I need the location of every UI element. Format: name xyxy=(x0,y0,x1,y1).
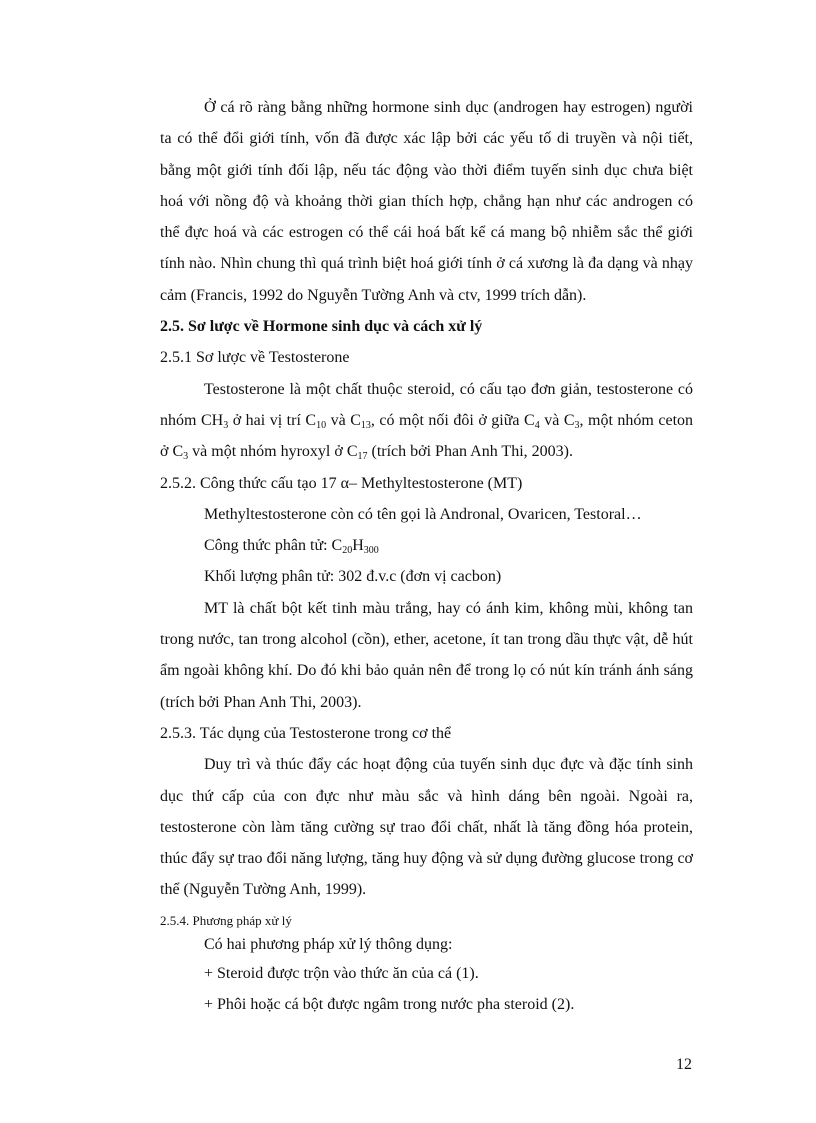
section-heading-2-5: 2.5. Sơ lược về Hormone sinh dục và cách xử lý xyxy=(160,318,483,336)
text-run: Testosterone là một chất thuộc steroid, có cấu tạo đơn giản, testosterone có nhóm CH xyxy=(160,380,693,429)
page-number: 12 xyxy=(676,1056,692,1073)
subscript: 20 xyxy=(342,545,353,557)
body-text xyxy=(160,92,693,1020)
subscript: 4 xyxy=(534,419,540,431)
molecular-weight: Khối lượng phân tử: 302 đ.v.c (đơn vị cacbon) xyxy=(204,568,502,586)
subscript: 13 xyxy=(360,419,371,431)
section-heading-2-5-1: 2.5.1 Sơ lược về Testosterone xyxy=(160,349,350,367)
paragraph-effects: Duy trì và thúc đẩy các hoạt động của tuyến sinh dục đực và đặc tính sinh dục thứ cấp của con đực như màu sắc và hình dáng bên ngoài. Ngoài ra, testosterone còn làm tăng cường sự trao đổi chất, nhất là tăng đồng hóa protein, thúc đẩy sự trao đổi năng lượng, tăng huy động và sử dụng đường glucose trong cơ thể (Nguyễn Tường Anh, 1999). xyxy=(160,756,693,899)
text-run: và một nhóm hyroxyl ở C xyxy=(188,443,358,461)
text-run: H xyxy=(352,537,364,555)
text-run: , một nhóm ceton ở C xyxy=(160,411,694,461)
subscript: 10 xyxy=(316,419,327,431)
subscript: 3 xyxy=(183,451,189,463)
text-run: và C xyxy=(326,411,361,429)
paragraph-sex-reversal: Ở cá rõ ràng bằng những hormone sinh dục (androgen hay estrogen) người ta có thể đổi giới tính, vốn đã được xác lập bởi các yếu tố di truyền và nội tiết, bằng một giới tính đối lập, nếu tác động vào thời điểm tuyến sinh dục chưa biệt hoá với nồng độ và khoảng thời gian thích hợp, chẳng hạn như các androgen có thể đực hoá và các estrogen có thể cái hoá bất kể cá mang bộ nhiễm sắc thể giới tính nào. Nhìn chung thì quá trình biệt hoá giới tính ở cá xương là đa dạng và nhạy cảm (Francis, 1992 do Nguyễn Tường Anh và ctv, 1999 trích dẫn). xyxy=(160,99,693,304)
text-run: ở hai vị trí C xyxy=(228,411,317,429)
section-heading-2-5-4: 2.5.4. Phương pháp xử lý xyxy=(160,912,292,928)
text-run: , có một nối đôi ở giữa C xyxy=(370,411,535,429)
mt-other-names: Methyltestosterone còn có tên gọi là Andronal, Ovaricen, Testoral… xyxy=(204,505,642,523)
text-run: (trích bởi Phan Anh Thi, 2003). xyxy=(367,443,573,461)
text-run: Công thức phân tử: C xyxy=(204,537,343,555)
methods-intro: Có hai phương pháp xử lý thông dụng: xyxy=(204,935,453,953)
section-heading-2-5-3: 2.5.3. Tác dụng của Testosterone trong cơ thể xyxy=(160,724,452,742)
text-run: và C xyxy=(539,411,575,429)
subscript: 17 xyxy=(357,451,368,463)
subscript: 3 xyxy=(574,419,580,431)
method-item-1: + Steroid được trộn vào thức ăn của cá (1). xyxy=(204,964,479,982)
subscript: 300 xyxy=(363,545,379,557)
molecular-formula xyxy=(160,530,693,561)
paragraph-mt-description: MT là chất bột kết tinh màu trắng, hay có ánh kim, không mùi, không tan trong nước, tan trong alcohol (cồn), ether, acetone, ít tan trong dầu thực vật, dễ hút ẩm ngoài không khí. Do đó khi bảo quản nên để trong lọ có nút kín tránh ánh sáng (trích bởi Phan Anh Thi, 2003). xyxy=(160,599,693,711)
subscript: 3 xyxy=(223,419,229,431)
section-heading-2-5-2: 2.5.2. Công thức cấu tạo 17 α– Methyltestosterone (MT) xyxy=(160,474,523,492)
paragraph-testosterone xyxy=(160,374,693,468)
method-item-2: + Phôi hoặc cá bột được ngâm trong nước pha steroid (2). xyxy=(204,996,575,1014)
